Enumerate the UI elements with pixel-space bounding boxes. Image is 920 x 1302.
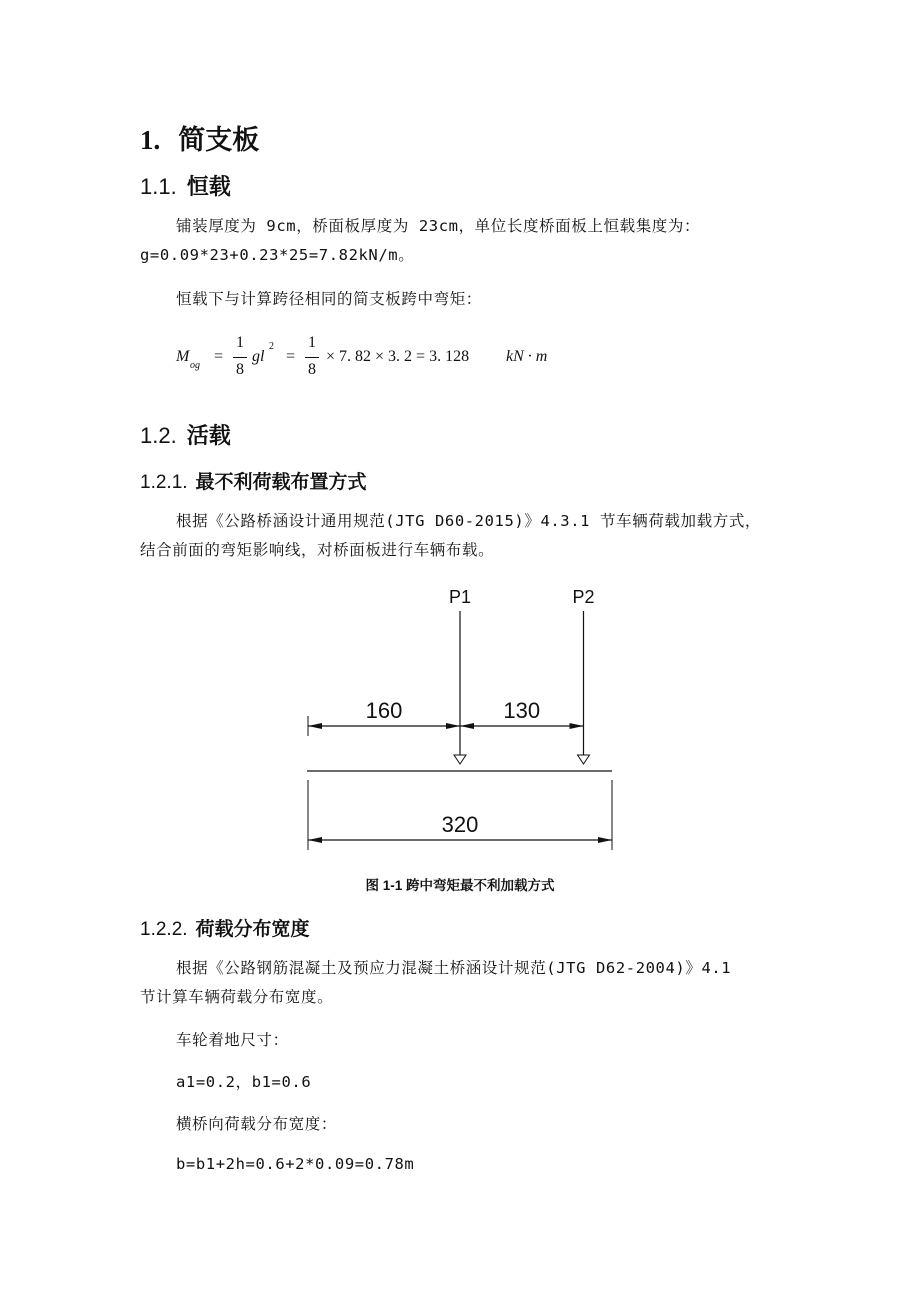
heading-1-2	[140, 419, 231, 450]
heading-1	[140, 118, 259, 157]
formula-gl: gl	[252, 348, 265, 365]
formula-unit: kN · m	[506, 348, 548, 365]
formula-M: M	[176, 348, 190, 365]
formula-subscript: og	[190, 360, 200, 371]
heading-1-2-2	[140, 914, 310, 941]
heading-1-2-1-title: 最不利荷载布置方式	[195, 471, 367, 493]
dim-label-3: 320	[441, 812, 479, 837]
paragraph-moment-intro: 恒载下与计算跨径相同的简支板跨中弯矩：	[176, 290, 482, 308]
heading-1-2-1-number: 1.2.1.	[140, 472, 188, 493]
formula-equals-1: =	[214, 348, 224, 365]
paragraph-deadload-line2: g=0.09*23+0.23*25=7.82kN/m。	[140, 246, 415, 264]
paragraph-deadload-line1: 铺装厚度为 9cm，桥面板厚度为 23cm，单位长度桥面板上恒载集度为：	[176, 217, 701, 235]
moment-formula	[176, 332, 596, 392]
formula-frac1-den: 8	[236, 361, 244, 378]
load-arrowhead-2	[578, 755, 590, 764]
heading-1-2-1	[140, 467, 367, 494]
formula-frac2-bar	[305, 357, 319, 358]
formula-frac2-num: 1	[308, 334, 316, 351]
formula-frac1-num: 1	[236, 334, 244, 351]
load-label-2: P2	[572, 587, 595, 607]
paragraph-b-formula: b=b1+2h=0.6+2*0.09=0.78m	[176, 1155, 415, 1173]
load-arrowhead-1	[454, 755, 466, 764]
heading-1-2-2-number: 1.2.2.	[140, 919, 188, 940]
formula-superscript: 2	[269, 341, 274, 352]
formula-frac2-den: 8	[308, 361, 316, 378]
dim-label-1: 160	[365, 698, 403, 723]
heading-1-1-title: 恒载	[186, 174, 231, 200]
heading-1-2-number: 1.2.	[140, 423, 177, 448]
heading-1-2-title: 活载	[186, 423, 231, 449]
heading-1-number: 1.	[140, 125, 161, 155]
heading-1-2-2-title: 荷载分布宽度	[195, 918, 310, 940]
load-label-1: P1	[448, 587, 472, 607]
heading-1-title: 简支板	[178, 125, 260, 156]
paragraph-loading-line1: 根据《公路桥涵设计通用规范(JTG D60-2015)》4.3.1 节车辆荷载加载方式，	[176, 512, 762, 530]
formula-equals-2: =	[286, 348, 296, 365]
formula-expression: × 7. 82 × 3. 2 = 3. 128	[326, 348, 470, 365]
paragraph-a1-b1: a1=0.2，b1=0.6	[176, 1073, 312, 1091]
heading-1-1-number: 1.1.	[140, 174, 177, 199]
paragraph-width-line1: 根据《公路钢筋混凝土及预应力混凝土桥涵设计规范(JTG D62-2004)》4.1	[176, 959, 732, 977]
paragraph-transverse-width: 横桥向荷载分布宽度：	[176, 1115, 338, 1133]
formula-frac1-bar	[233, 357, 247, 358]
figure-caption: 图 1-1 跨中弯矩最不利加载方式	[365, 878, 555, 893]
heading-1-1	[140, 170, 231, 201]
paragraph-wheel-size: 车轮着地尺寸：	[176, 1031, 289, 1049]
load-diagram	[0, 575, 920, 865]
paragraph-loading-line2: 结合前面的弯矩影响线，对桥面板进行车辆布载。	[140, 541, 495, 559]
paragraph-width-line2: 节计算车辆荷载分布宽度。	[140, 988, 334, 1006]
dim-label-2: 130	[503, 698, 541, 723]
